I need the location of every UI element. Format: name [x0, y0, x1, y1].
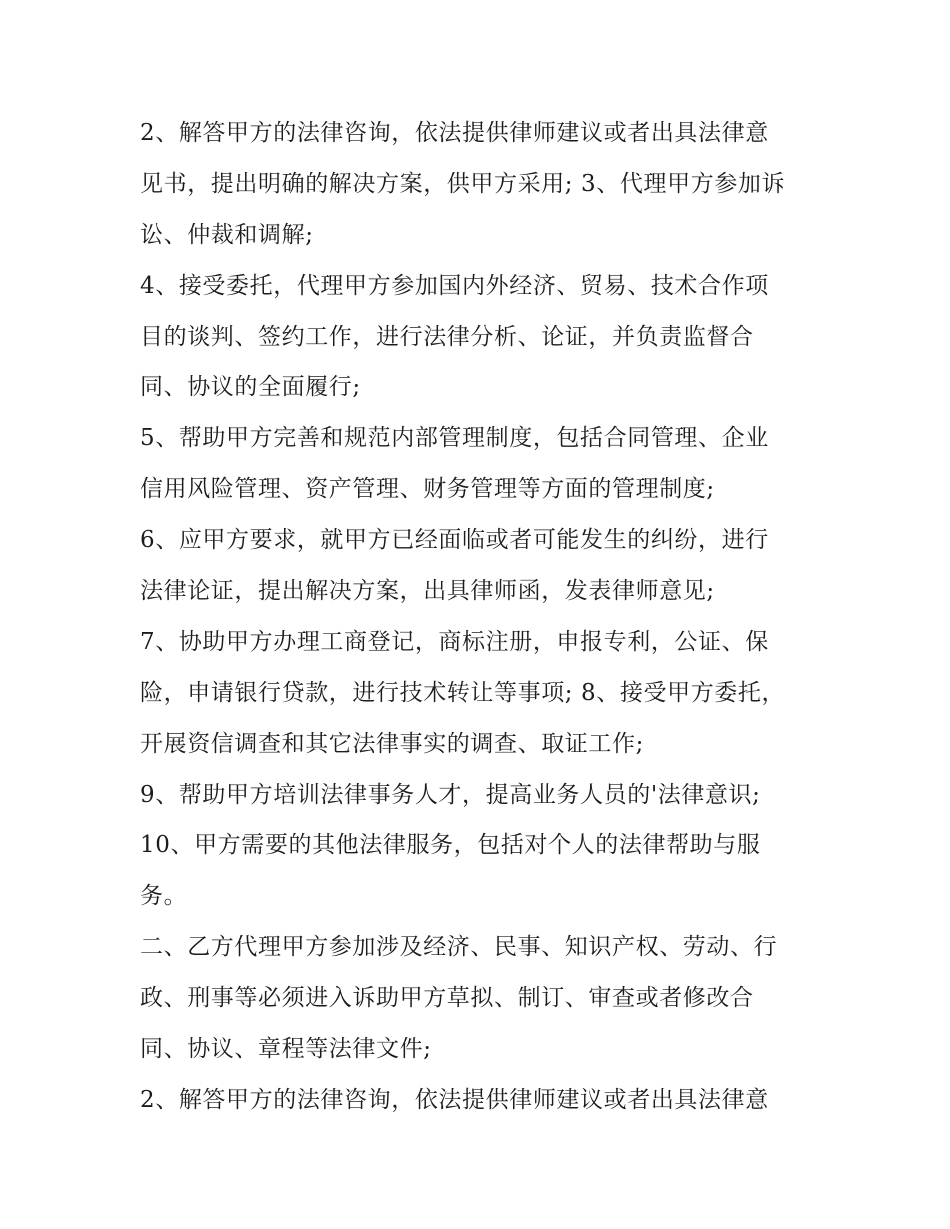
text-line: 信用风险管理、资产管理、财务管理等方面的管理制度;	[140, 476, 715, 503]
text-line: 开展资信调查和其它法律事实的调查、取证工作;	[140, 730, 644, 757]
text-line: 见书，提出明确的解决方案，供甲方采用; 3、代理甲方参加诉	[140, 170, 786, 197]
text-line: 2、解答甲方的法律咨询，依法提供律师建议或者出具法律意	[140, 1086, 769, 1113]
text-line: 政、刑事等必须进入诉助甲方草拟、制订、审查或者修改合	[140, 985, 754, 1012]
text-line: 同、协议的全面履行;	[140, 374, 361, 401]
text-line: 7、协助甲方办理工商登记，商标注册，申报专利，公证、保	[140, 628, 769, 655]
text-line: 务。	[140, 883, 188, 910]
text-line: 法律论证，提出解决方案，出具律师函，发表律师意见;	[140, 578, 715, 605]
text-line: 6、应甲方要求，就甲方已经面临或者可能发生的纠纷，进行	[140, 527, 769, 554]
text-line: 10、甲方需要的其他法律服务，包括对个人的法律帮助与服	[140, 832, 761, 859]
text-line: 目的谈判、签约工作，进行法律分析、论证，并负责监督合	[140, 323, 754, 350]
text-line: 同、协议、章程等法律文件;	[140, 1036, 432, 1063]
text-line: 4、接受委托，代理甲方参加国内外经济、贸易、技术合作项	[140, 272, 769, 299]
text-line: 5、帮助甲方完善和规范内部管理制度，包括合同管理、企业	[140, 425, 769, 452]
text-line: 9、帮助甲方培训法律事务人才，提高业务人员的'法律意识;	[140, 781, 761, 808]
text-line: 讼、仲裁和调解;	[140, 221, 314, 248]
text-line: 2、解答甲方的法律咨询，依法提供律师建议或者出具法律意	[140, 120, 769, 146]
text-line: 二、乙方代理甲方参加涉及经济、民事、知识产权、劳动、行	[140, 934, 778, 961]
text-line: 险，申请银行贷款，进行技术转让等事项; 8、接受甲方委托，	[140, 679, 786, 706]
document-body	[140, 108, 820, 1126]
